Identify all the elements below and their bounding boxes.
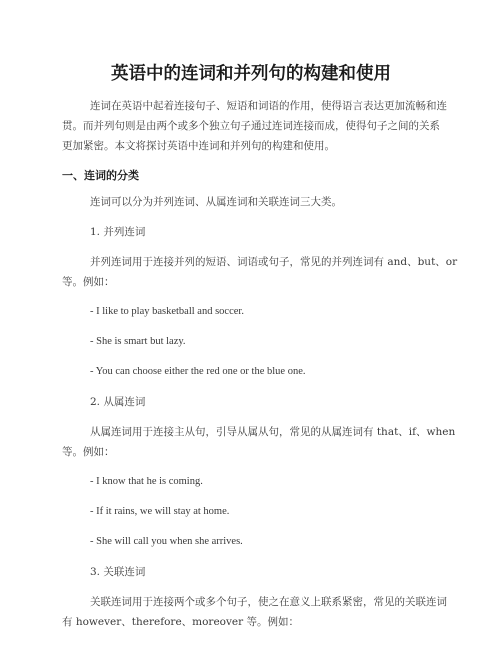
subord-example-2: - If it rains, we will stay at home. — [90, 506, 230, 517]
correl-heading: 3. 关联连词 — [90, 566, 146, 578]
coord-desc-line-1: 并列连词用于连接并列的短语、词语或句子，常见的并列连词有 and、but、or — [90, 256, 458, 268]
subord-desc-line-2: 等。例如： — [62, 446, 115, 458]
coord-example-2: - She is smart but lazy. — [90, 336, 186, 347]
intro-line-3: 更加紧密。本文将探讨英语中连词和并列句的构建和使用。 — [62, 140, 335, 152]
coord-desc-line-2: 等。例如： — [62, 276, 115, 288]
correl-desc-line-1: 关联连词用于连接两个或多个句子，使之在意义上联系紧密，常见的关联连词 — [90, 596, 447, 608]
intro-line-1: 连词在英语中起着连接句子、短语和词语的作用，使得语言表达更加流畅和连 — [90, 100, 447, 112]
intro-line-2: 贯。而并列句则是由两个或多个独立句子通过连词连接而成，使得句子之间的关系 — [62, 120, 440, 132]
section1-intro: 连词可以分为并列连词、从属连词和关联连词三大类。 — [90, 196, 342, 208]
coord-example-1: - I like to play basketball and soccer. — [90, 306, 244, 317]
correl-desc-line-2: 有 however、therefore、moreover 等。例如： — [62, 616, 299, 628]
coord-heading: 1. 并列连词 — [90, 226, 146, 238]
document-title: 英语中的连词和并列句的构建和使用 — [111, 64, 391, 84]
coord-example-3: - You can choose either the red one or the blue one. — [90, 366, 306, 377]
section1-heading: 一、连词的分类 — [62, 169, 139, 182]
subord-heading: 2. 从属连词 — [90, 396, 146, 408]
subord-example-3: - She will call you when she arrives. — [90, 536, 243, 547]
subord-example-1: - I know that he is coming. — [90, 476, 203, 487]
subord-desc-line-1: 从属连词用于连接主从句，引导从属从句，常见的从属连词有 that、if、when — [90, 426, 456, 438]
